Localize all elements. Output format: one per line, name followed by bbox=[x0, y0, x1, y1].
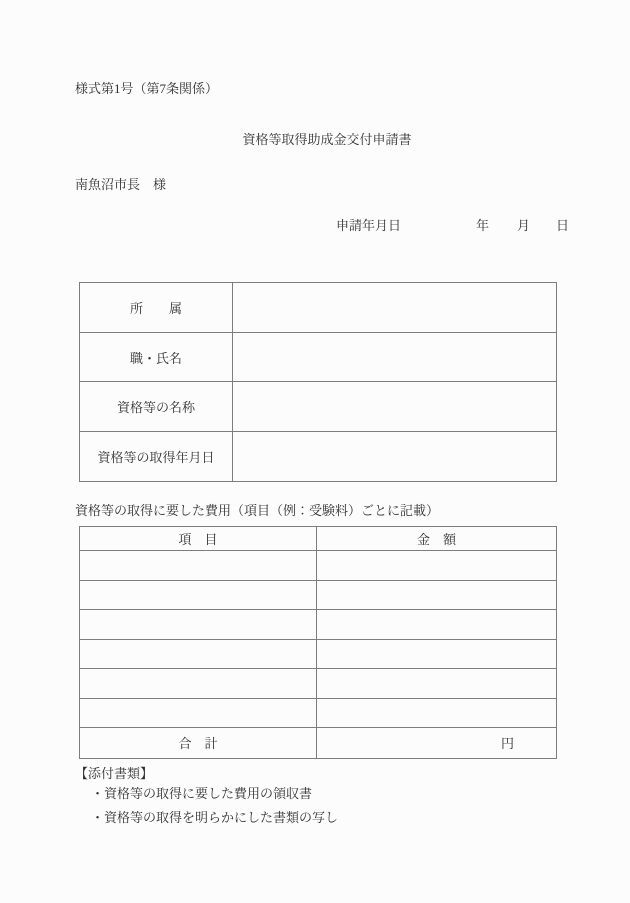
attachment-item: ・資格等の取得に要した費用の領収書 bbox=[91, 786, 313, 801]
form-number: 様式第1号（第7条関係） bbox=[75, 81, 219, 96]
table-row bbox=[80, 382, 557, 432]
day-unit-label: 日 bbox=[556, 218, 570, 233]
row-value-affiliation bbox=[233, 283, 557, 333]
total-label: 合 計 bbox=[80, 728, 317, 759]
expense-section-heading: 資格等の取得に要した費用（項目（例：受験料）ごとに記載） bbox=[75, 503, 440, 518]
month-unit-label: 月 bbox=[517, 218, 531, 233]
amount-cell bbox=[317, 551, 557, 581]
item-cell bbox=[80, 551, 317, 581]
total-amount-cell: 円 bbox=[317, 728, 557, 759]
item-cell bbox=[80, 580, 317, 610]
addressee: 南魚沼市長 様 bbox=[75, 177, 167, 192]
total-row bbox=[80, 728, 557, 759]
row-label-acquisition-date: 資格等の取得年月日 bbox=[80, 432, 233, 482]
expense-table bbox=[79, 526, 557, 759]
row-label-affiliation: 所 属 bbox=[80, 283, 233, 333]
amount-cell bbox=[317, 698, 557, 728]
attachment-item: ・資格等の取得を明らかにした書類の写し bbox=[91, 810, 339, 825]
item-cell bbox=[80, 698, 317, 728]
amount-cell bbox=[317, 639, 557, 669]
expense-row bbox=[80, 580, 557, 610]
year-unit-label: 年 bbox=[476, 218, 490, 233]
row-value-title-name bbox=[233, 332, 557, 382]
application-date-line bbox=[336, 218, 576, 236]
table-header-row bbox=[80, 527, 557, 551]
row-label-qualification-name: 資格等の名称 bbox=[80, 382, 233, 432]
column-header-amount: 金 額 bbox=[317, 527, 557, 551]
expense-row bbox=[80, 610, 557, 640]
amount-cell bbox=[317, 580, 557, 610]
item-cell bbox=[80, 610, 317, 640]
column-header-item: 項 目 bbox=[80, 527, 317, 551]
item-cell bbox=[80, 639, 317, 669]
row-value-acquisition-date bbox=[233, 432, 557, 482]
row-label-title-name: 職・氏名 bbox=[80, 332, 233, 382]
row-value-qualification-name bbox=[233, 382, 557, 432]
expense-row bbox=[80, 698, 557, 728]
expense-row bbox=[80, 669, 557, 699]
expense-row bbox=[80, 551, 557, 581]
expense-row bbox=[80, 639, 557, 669]
applicant-info-table bbox=[79, 282, 557, 482]
attachments-heading: 【添付書類】 bbox=[75, 766, 154, 781]
amount-cell bbox=[317, 669, 557, 699]
page-title: 資格等取得助成金交付申請書 bbox=[242, 132, 412, 147]
application-date-label: 申請年月日 bbox=[336, 218, 402, 233]
table-row bbox=[80, 432, 557, 482]
table-row bbox=[80, 332, 557, 382]
amount-cell bbox=[317, 610, 557, 640]
table-row bbox=[80, 283, 557, 333]
item-cell bbox=[80, 669, 317, 699]
